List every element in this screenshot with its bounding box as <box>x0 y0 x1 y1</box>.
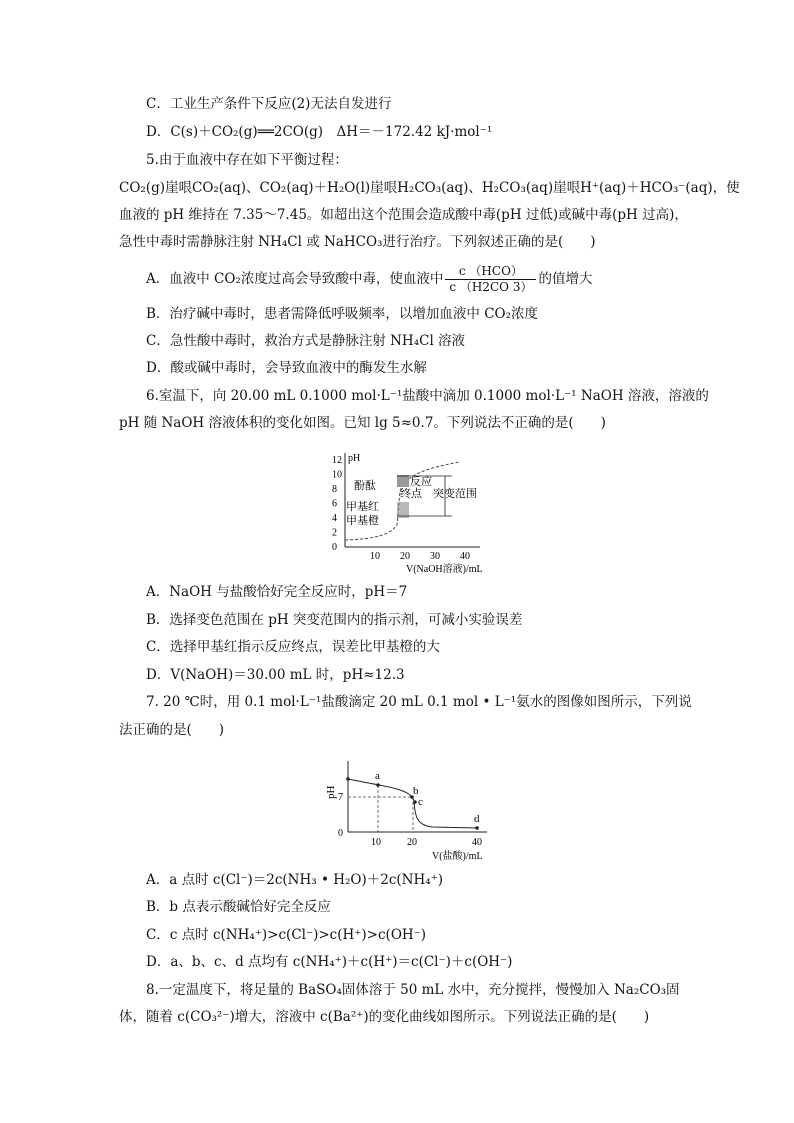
question-5-option-a <box>146 262 592 296</box>
titration-chart-2 <box>322 757 502 867</box>
option-1d: D．C(s)＋CO₂(g)══2CO(g) ΔH＝－172.42 kJ·mol⁻¹ <box>146 124 493 140</box>
question-7-option-b: B．b 点表示酸碱恰好完全反应 <box>146 899 331 915</box>
question-7-option-d: D．a、b、c、d 点均有 c(NH₄⁺)＋c(H⁺)＝c(Cl⁻)＋c(OH⁻) <box>146 954 513 970</box>
fraction-numerator: c （HCO） <box>445 264 536 280</box>
x-tick-label: 20 <box>400 551 410 562</box>
question-7-option-c: C．c 点时 c(NH₄⁺)>c(Cl⁻)>c(H⁺)>c(OH⁻) <box>146 927 427 943</box>
y-tick-label: 2 <box>332 527 337 539</box>
label-c: c <box>418 796 423 808</box>
point-start <box>346 777 350 781</box>
fraction <box>445 264 536 295</box>
question-6-option-d: D．V(NaOH)＝30.00 mL 时，pH≈12.3 <box>146 667 405 683</box>
question-6-option-a: A．NaOH 与盐酸恰好完全反应时，pH＝7 <box>146 584 408 600</box>
question-5-equilibria: CO₂(g)崖哏CO₂(aq)、CO₂(aq)＋H₂O(l)崖哏H₂CO₃(aq)、H₂CO₃(aq)崖哏H⁺(aq)＋HCO₃⁻(aq)，使 <box>119 180 740 196</box>
methyl-orange-label: 甲基橙 <box>346 515 379 527</box>
x-axis-label: V(盐酸)/mL <box>432 851 483 862</box>
x-tick-10: 10 <box>371 837 381 848</box>
phenol-range <box>397 475 409 487</box>
question-5-text-3: 急性中毒时需静脉注射 NH₄Cl 或 NaHCO₃进行治疗。下列叙述正确的是( ) <box>119 234 596 250</box>
x-tick-label: 10 <box>370 551 380 562</box>
y-axis-label: pH <box>348 453 361 464</box>
question-6-option-c: C．选择甲基红指示反应终点，误差比甲基橙的大 <box>146 639 440 655</box>
phenol-label: 酚酞 <box>354 480 376 492</box>
question-7-text-1: 7. 20 ℃时，用 0.1 mol·L⁻¹盐酸滴定 20 mL 0.1 mol • L⁻¹氨水的图像如图所示，下列说 <box>146 694 692 710</box>
option-a-suffix: 的值增大 <box>538 271 593 287</box>
question-5-option-b: B．治疗碱中毒时，患者需降低呼吸频率，以增加血液中 CO₂浓度 <box>146 306 539 322</box>
methyl-red-label: 甲基红 <box>346 501 379 513</box>
endpoint-label-2: 终点 <box>400 488 422 500</box>
point-a <box>376 783 380 787</box>
y-tick-0: 0 <box>338 828 343 839</box>
question-5-text-2: 血液的 pH 维持在 7.35～7.45。如超出这个范围会造成酸中毒(pH 过低)或碱中毒(pH 过高)， <box>119 207 688 223</box>
label-a: a <box>375 770 380 782</box>
x-tick-20: 20 <box>407 837 417 848</box>
question-6-text-2: pH 随 NaOH 溶液体积的变化如图。已知 lg 5≈0.7。下列说法不正确的是( ) <box>119 415 606 431</box>
y-tick-label: 0 <box>332 542 337 553</box>
x-axis-label: V(NaOH溶液)/mL <box>406 564 483 575</box>
y-tick-label: 12 <box>332 455 342 467</box>
point-c <box>413 800 417 804</box>
label-d: d <box>474 813 480 825</box>
question-5-title: 5.由于血液中存在如下平衡过程： <box>146 152 348 168</box>
x-tick-label: 30 <box>430 551 440 562</box>
question-5-option-d: D．酸或碱中毒时，会导致血液中的酶发生水解 <box>146 360 427 376</box>
question-6-text-1: 6.室温下，向 20.00 mL 0.1000 mol·L⁻¹盐酸中滴加 0.1000 mol·L⁻¹ NaOH 溶液，溶液的 <box>146 388 709 404</box>
jump-label: 突变范围 <box>433 488 477 500</box>
y-tick-label: 6 <box>332 498 337 510</box>
label-b: b <box>413 785 419 797</box>
point-d <box>475 826 479 830</box>
question-8-text-2: 体，随着 c(CO₃²⁻)增大，溶液中 c(Ba²⁺)的变化曲线如图所示。下列说法正确的是( ) <box>119 1009 650 1025</box>
y-axis-label: pH <box>325 785 337 799</box>
methyl-red-range <box>397 502 409 518</box>
fraction-denominator: c （H2CO 3） <box>449 280 533 294</box>
option-a-prefix: A．血液中 CO₂浓度过高会导致酸中毒，使血液中 <box>146 271 444 287</box>
y-tick-label: 4 <box>332 513 337 525</box>
option-1c: C．工业生产条件下反应(2)无法自发进行 <box>146 96 392 112</box>
x-tick-label: 40 <box>460 551 470 562</box>
x-tick-40: 40 <box>472 837 482 848</box>
question-5-option-c: C．急性酸中毒时，救治方式是静脉注射 NH₄Cl 溶液 <box>146 333 466 349</box>
question-7-text-2: 法正确的是( ) <box>119 722 225 738</box>
y-tick-label: 10 <box>332 469 342 481</box>
y-tick-label: 8 <box>332 484 337 496</box>
question-8-text-1: 8.一定温度下，将足量的 BaSO₄固体溶于 50 mL 水中，充分搅拌，慢慢加入 Na₂CO₃固 <box>146 982 680 998</box>
y-tick-7: 7 <box>338 792 343 803</box>
titration-chart-1 <box>320 447 505 577</box>
endpoint-label-1: 反应 <box>410 476 432 488</box>
question-6-option-b: B．选择变色范围在 pH 突变范围内的指示剂，可减小实验误差 <box>146 612 523 628</box>
question-7-option-a: A．a 点时 c(Cl⁻)＝2c(NH₃ • H₂O)＋2c(NH₄⁺) <box>146 872 444 888</box>
